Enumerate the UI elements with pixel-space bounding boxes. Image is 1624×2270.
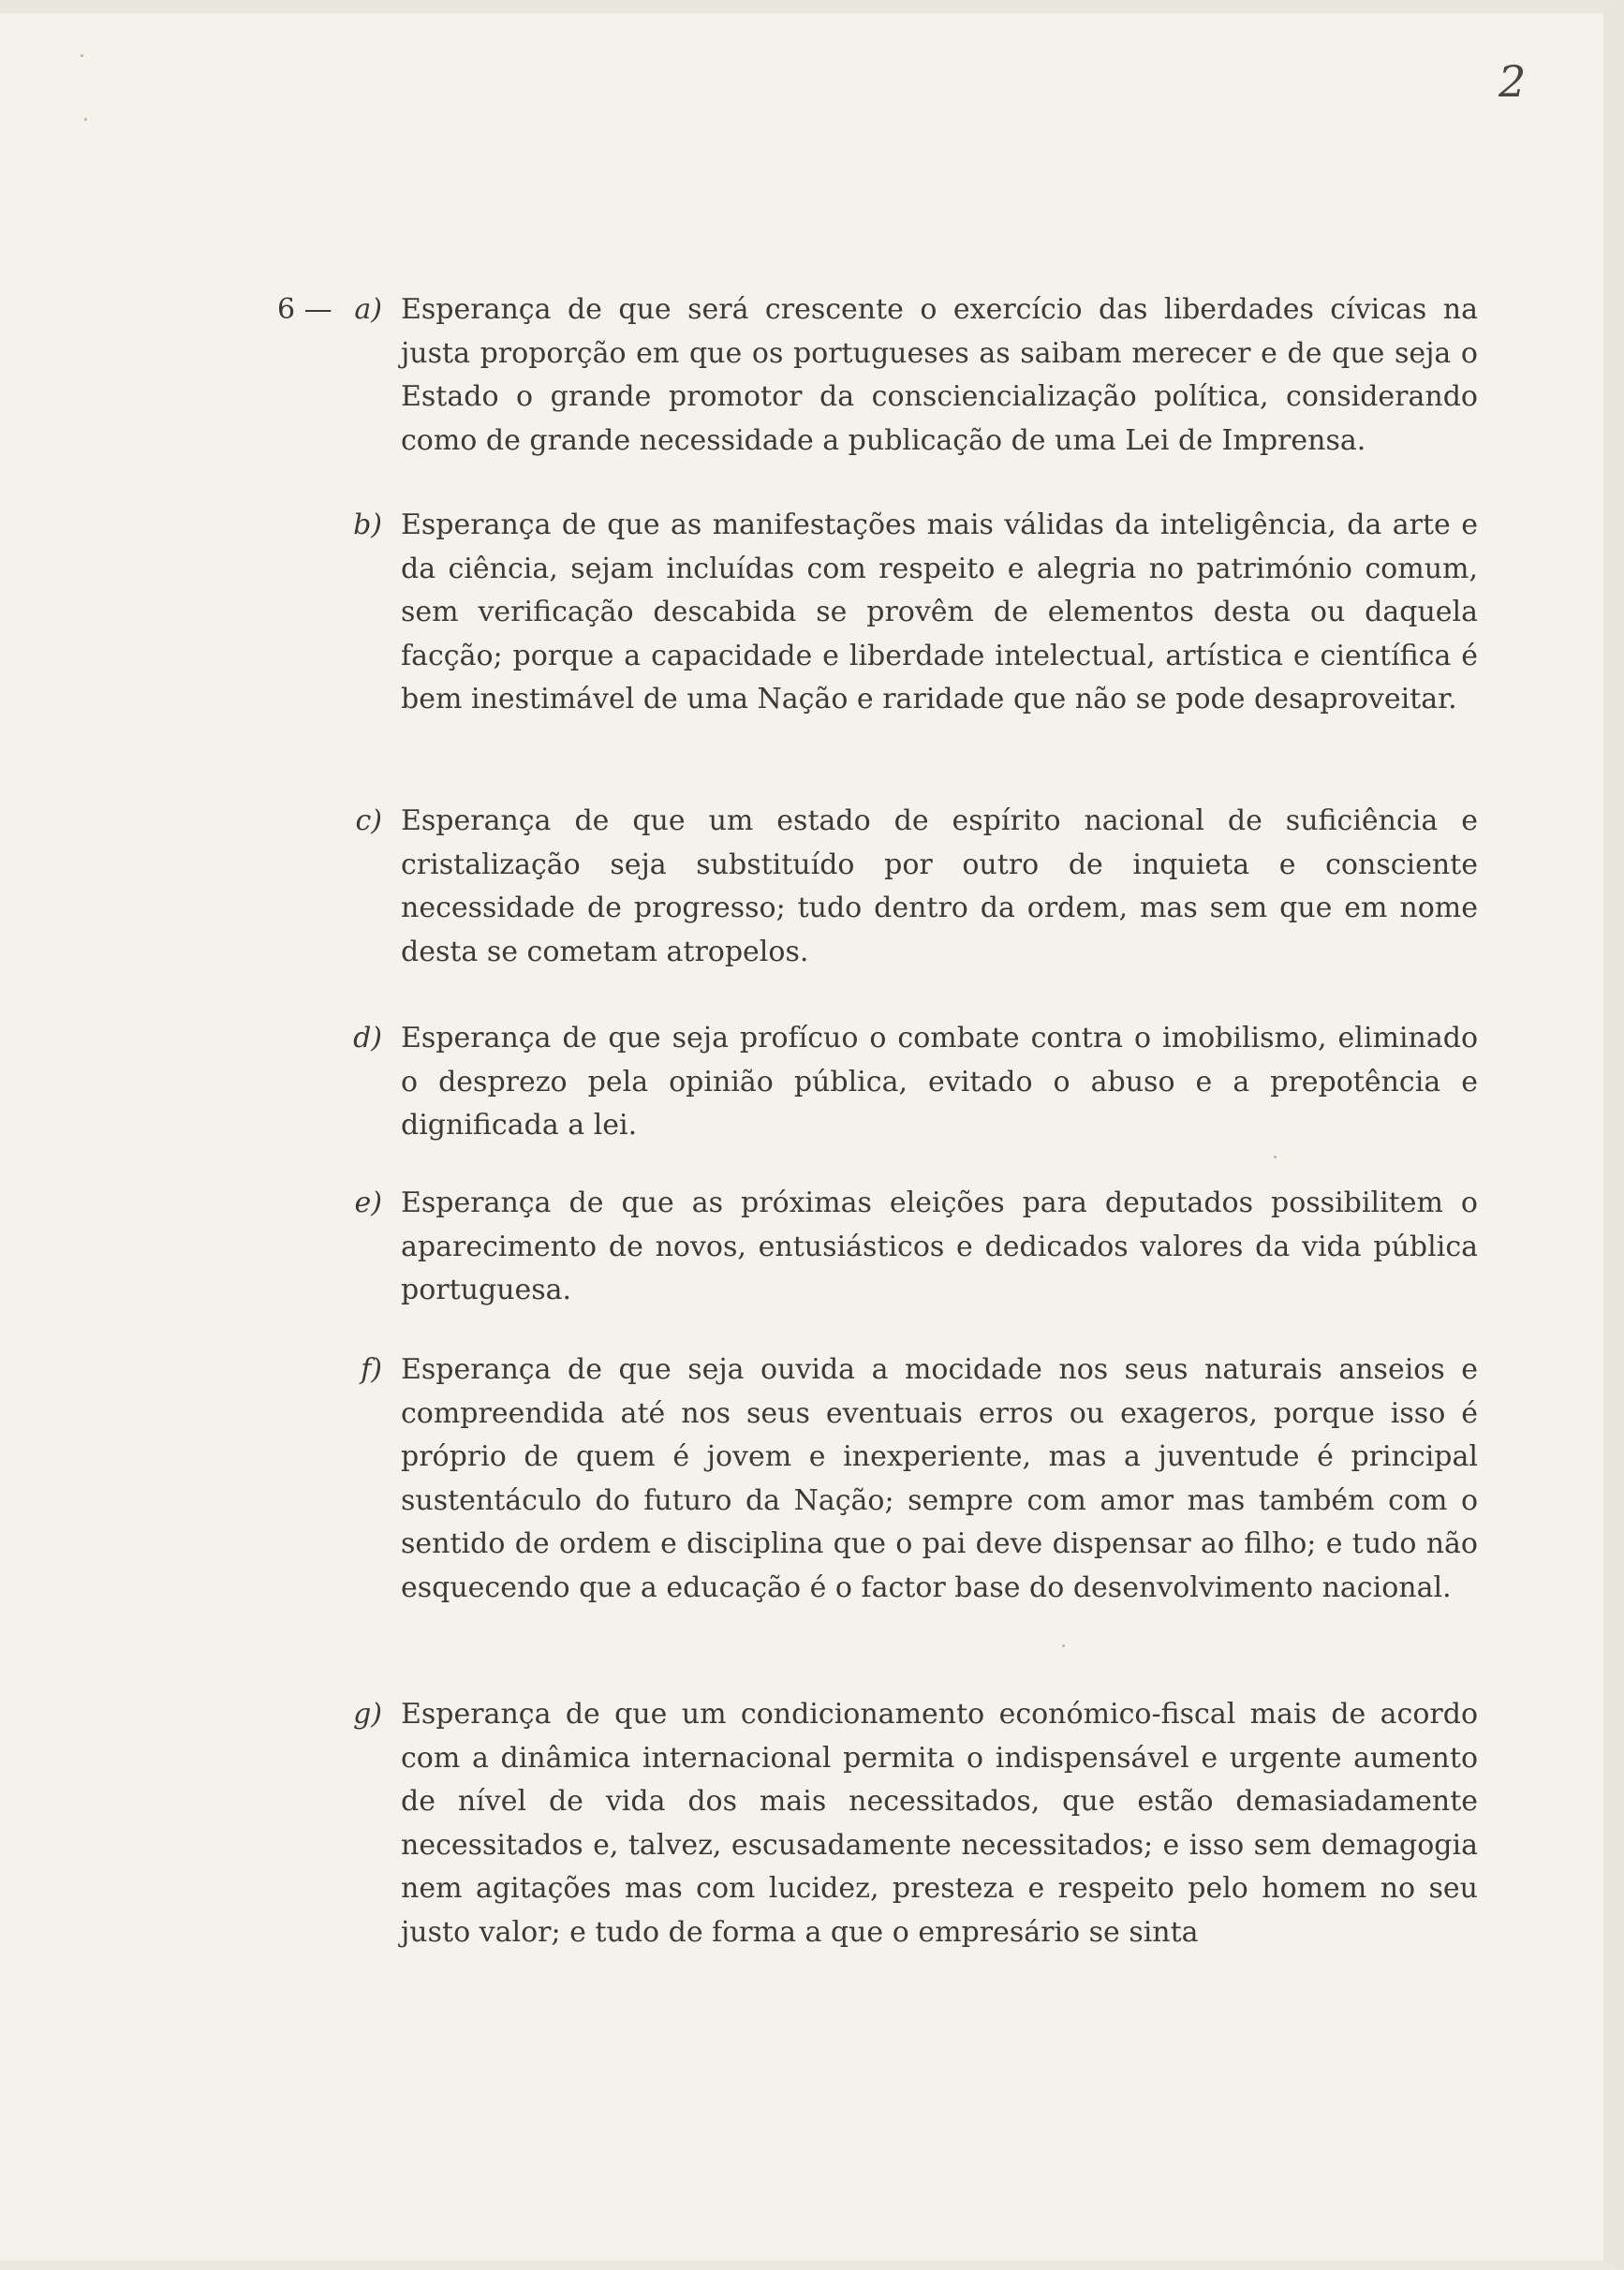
item-text: Esperança de que as manifestações mais válidas da inteligência, da arte e da ciência, sejam incluídas com respeito e alegria no património comum, sem verificação descabida se provêm de elementos desta ou daquela facção; porque a capacidade e liberdade intelectual, artística e científica é bem inestimável de uma Nação e raridade que não se pode desaproveitar.: [401, 509, 1478, 715]
paper-speck: [81, 54, 83, 57]
item-text: Esperança de que um condicionamento económico-fiscal mais de acordo com a dinâmica internacional permita o indispensável e urgente aumento de nível de vida dos mais necessitados, que estão demasiadamente necessitados e, talvez, escusadamente necessitados; e isso sem demagogia nem agitações mas com lucidez, presteza e respeito pelo homem no seu justo valor; e tudo de forma a que o empresário se sinta: [401, 1698, 1478, 1949]
section-number: 6 —: [277, 293, 332, 326]
paper-speck: [1062, 1644, 1065, 1647]
item-letter: g): [353, 1698, 382, 1731]
item-letter: d): [353, 1022, 382, 1054]
item-text: Esperança de que um estado de espírito nacional de suficiência e cristalização seja substituído por outro de inquieta e consciente necessidade de progresso; tudo dentro da ordem, mas sem que em nome desta se cometam atropelos.: [401, 804, 1478, 968]
item-letter: f): [361, 1353, 382, 1386]
page-number: 2: [1499, 56, 1527, 107]
item-text: Esperança de que as próximas eleições para deputados possibilitem o aparecimento de novos, entusiásticos e dedicados valores da vida pública portuguesa.: [401, 1187, 1478, 1306]
item-text: Esperança de que seja ouvida a mocidade nos seus naturais anseios e compreendida até nos seus eventuais erros ou exageros, porque isso é próprio de quem é jovem e inexperiente, mas a juventude é principal sustentáculo do futuro da Nação; sempre com amor mas também com o sentido de ordem e disciplina que o pai deve dispensar ao filho; e tudo não esquecendo que a educação é o factor base do desenvolvimento nacional.: [401, 1353, 1478, 1604]
item-letter: b): [353, 509, 382, 541]
paper-speck: [1274, 1156, 1277, 1158]
paper-speck: [84, 118, 87, 121]
item-text: Esperança de que será crescente o exercício das liberdades cívicas na justa proporção em que os portugueses as saibam merecer e de que seja o Estado o grande promotor da consciencialização política, considerando como de grande necessidade a publicação de uma Lei de Imprensa.: [401, 293, 1478, 457]
item-letter: c): [355, 804, 382, 837]
item-letter: a): [354, 293, 382, 326]
item-letter: e): [354, 1187, 382, 1219]
item-text: Esperança de que seja profícuo o combate contra o imobilismo, eliminado o desprezo pela opinião pública, evitado o abuso e a prepotência e dignificada a lei.: [401, 1022, 1478, 1142]
